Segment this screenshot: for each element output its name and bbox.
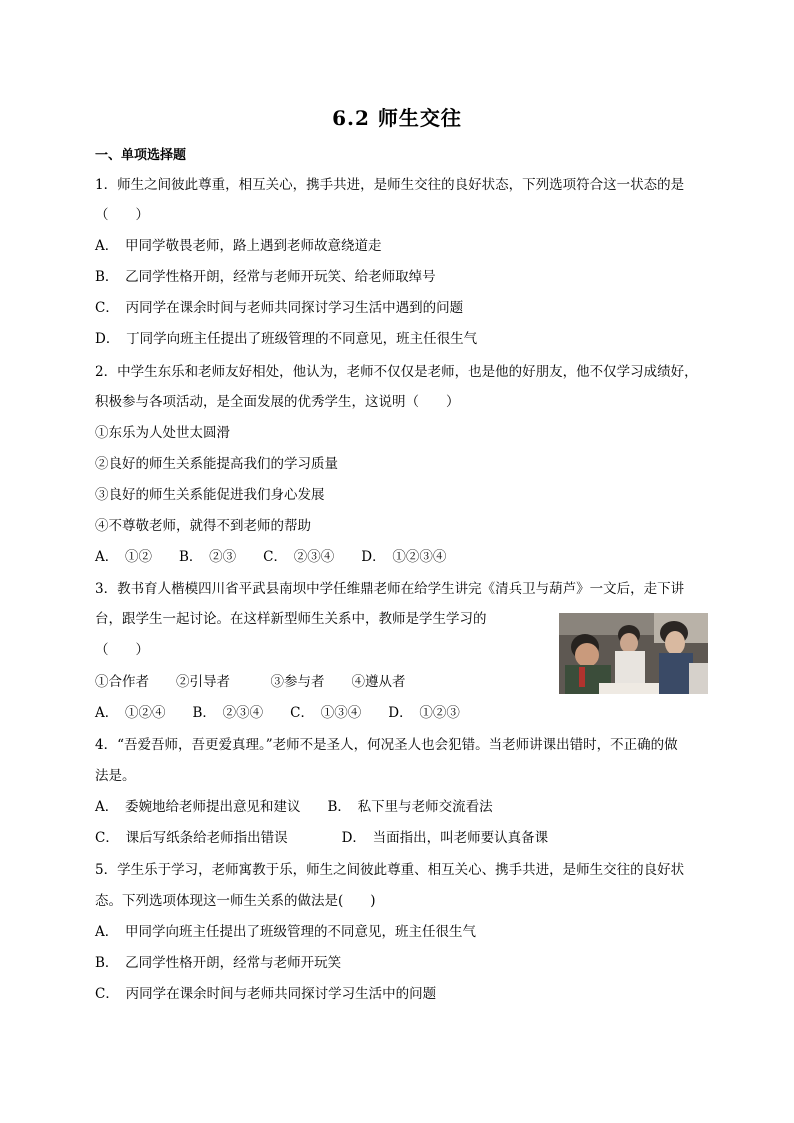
q1-bracket: （ ）	[95, 207, 149, 223]
classroom-photo-image	[559, 613, 708, 694]
q2-stem-1: 2．中学生东乐和老师友好相处，他认为，老师不仅仅是老师，也是他的好朋友，他不仅学习成绩好，	[95, 364, 698, 380]
q2-item-3: ③良好的师生关系能促进我们身心发展	[95, 487, 325, 503]
q3-bracket: （ ）	[95, 642, 149, 658]
q4-options-cd: C． 课后写纸条给老师指出错误 D． 当面指出，叫老师要认真备课	[95, 830, 549, 846]
q5-option-c: C． 丙同学在课余时间与老师共同探讨学习生活中的问题	[95, 986, 437, 1002]
q4-options-ab: A． 委婉地给老师提出意见和建议 B． 私下里与老师交流看法	[95, 799, 493, 815]
q1-option-b: B． 乙同学性格开朗，经常与老师开玩笑、给老师取绰号	[95, 269, 436, 285]
q3-choices: A． ①②④ B． ②③④ C． ①③④ D． ①②③	[95, 705, 460, 721]
q5-option-a: A． 甲同学向班主任提出了班级管理的不同意见，班主任很生气	[95, 924, 476, 940]
q2-choices: A． ①② B． ②③ C． ②③④ D． ①②③④	[95, 549, 447, 565]
q4-stem-2: 法是。	[95, 768, 136, 784]
q1-option-c: C． 丙同学在课余时间与老师共同探讨学习生活中遇到的问题	[95, 300, 464, 316]
classroom-photo	[559, 613, 708, 694]
q4-stem-1: 4．“吾爱吾师，吾更爱真理。”老师不是圣人，何况圣人也会犯错。当老师讲课出错时，不正确的做	[95, 737, 678, 753]
q2-item-2: ②良好的师生关系能提高我们的学习质量	[95, 456, 338, 472]
q3-items: ①合作者 ②引导者 ③参与者 ④遵从者	[95, 674, 406, 690]
section-heading: 一、单项选择题	[95, 148, 187, 163]
q2-item-1: ①东乐为人处世太圆滑	[95, 425, 230, 441]
q1-stem: 1．师生之间彼此尊重，相互关心，携手共进，是师生交往的良好状态，下列选项符合这一状态的是	[95, 177, 685, 193]
q3-stem-1: 3．教书育人楷模四川省平武县南坝中学任维鼎老师在给学生讲完《清兵卫与葫芦》一文后，走下讲	[95, 581, 685, 597]
q2-item-4: ④不尊敬老师，就得不到老师的帮助	[95, 518, 311, 534]
q5-stem-2: 态。下列选项体现这一师生关系的做法是( )	[95, 893, 376, 909]
q1-option-a: A． 甲同学敬畏老师，路上遇到老师故意绕道走	[95, 238, 382, 254]
q3-stem-2: 台，跟学生一起讨论。在这样新型师生关系中，教师是学生学习的	[95, 611, 487, 627]
q5-stem-1: 5．学生乐于学习，老师寓教于乐，师生之间彼此尊重、相互关心、携手共进，是师生交往的良好状	[95, 862, 685, 878]
q5-option-b: B． 乙同学性格开朗，经常与老师开玩笑	[95, 955, 342, 971]
page-title: 6.2 师生交往	[332, 106, 462, 130]
q2-stem-2: 积极参与各项活动，是全面发展的优秀学生，这说明（ ）	[95, 394, 460, 410]
q1-option-d: D． 丁同学向班主任提出了班级管理的不同意见，班主任很生气	[95, 331, 478, 347]
